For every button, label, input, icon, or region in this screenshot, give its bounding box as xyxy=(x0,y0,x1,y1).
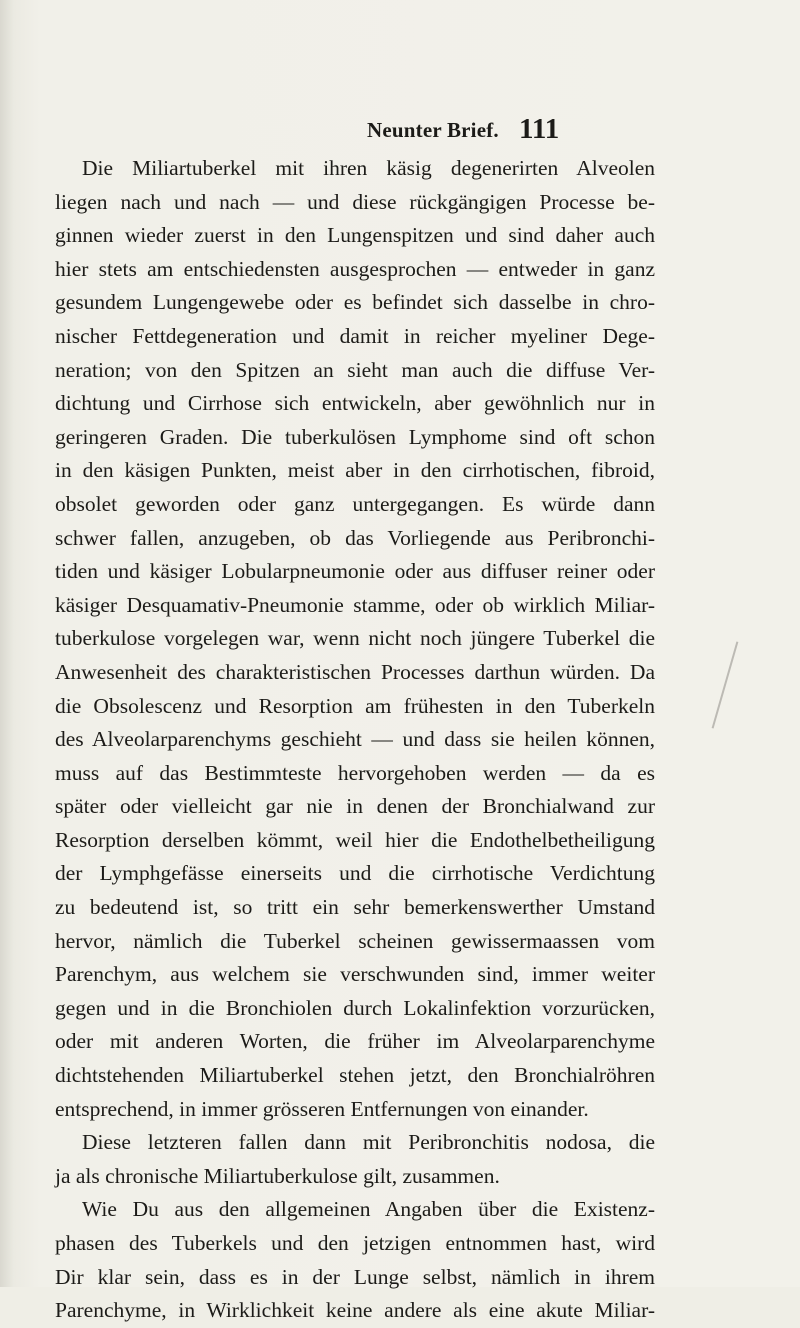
text-line: Parenchyme, in Wirklichkeit keine andere als eine akute Miliar- xyxy=(55,1298,655,1323)
text-line: dichtstehenden Miliartuberkel stehen jetzt, den Bronchialröhren xyxy=(55,1063,655,1088)
text-line: gegen und in die Bronchiolen durch Lokalinfektion vorzurücken, xyxy=(55,995,655,1020)
text-line: tiden und käsiger Lobularpneumonie oder aus diffuser reiner oder xyxy=(55,559,655,584)
running-title: Neunter Brief. xyxy=(367,118,499,142)
text-line: Dir klar sein, dass es in der Lunge selbst, nämlich in ihrem xyxy=(55,1264,655,1289)
text-line: dichtung und Cirrhose sich entwickeln, aber gewöhnlich nur in xyxy=(55,391,655,416)
text-line: zu bedeutend ist, so tritt ein sehr bemerkenswerther Umstand xyxy=(55,895,655,920)
text-line: hervor, nämlich die Tuberkel scheinen gewissermaassen vom xyxy=(55,928,655,953)
text-line: käsiger Desquamativ-Pneumonie stamme, oder ob wirklich Miliar- xyxy=(55,592,655,617)
text-line: geringeren Graden. Die tuberkulösen Lymphome sind oft schon xyxy=(55,424,655,449)
text-line: entsprechend, in immer grösseren Entfernungen von einander. xyxy=(55,1096,589,1121)
text-line: obsolet geworden oder ganz untergegangen. Es würde dann xyxy=(55,491,655,516)
text-line: schwer fallen, anzugeben, ob das Vorliegende aus Peribronchi- xyxy=(55,525,655,550)
text-line: ja als chronische Miliartuberkulose gilt, zusammen. xyxy=(55,1163,500,1188)
text-line: muss auf das Bestimmteste hervorgehoben werden — da es xyxy=(55,760,655,785)
text-line: Wie Du aus den allgemeinen Angaben über die Existenz- xyxy=(82,1197,655,1222)
text-line: hier stets am entschiedensten ausgesprochen — entweder in ganz xyxy=(55,256,655,281)
text-line: Die Miliartuberkel mit ihren käsig degenerirten Alveolen xyxy=(82,156,655,180)
text-line: phasen des Tuberkels und den jetzigen entnommen hast, wird xyxy=(55,1231,655,1255)
text-line: neration; von den Spitzen an sieht man auch die diffuse Ver- xyxy=(55,357,655,382)
text-line: Resorption derselben kömmt, weil hier die Endothelbetheiligung xyxy=(55,827,655,852)
text-line: in den käsigen Punkten, meist aber in den cirrhotischen, fibroid, xyxy=(55,458,655,483)
text-line: Diese letzteren fallen dann mit Peribronchitis nodosa, die xyxy=(82,1130,655,1155)
text-line: nischer Fettdegeneration und damit in reicher myeliner Dege- xyxy=(55,323,655,348)
text-line: des Alveolarparenchyms geschieht — und dass sie heilen können, xyxy=(55,727,655,752)
text-line: Parenchym, aus welchem sie verschwunden sind, immer weiter xyxy=(55,962,655,987)
text-line: später oder vielleicht gar nie in denen der Bronchialwand zur xyxy=(55,794,655,819)
text-line: der Lymphgefässe einerseits und die cirrhotische Verdichtung xyxy=(55,861,655,886)
text-line: Anwesenheit des charakteristischen Processes darthun würden. Da xyxy=(55,659,655,684)
text-line: liegen nach und nach — und diese rückgängigen Processe be- xyxy=(55,189,655,214)
text-line: gesundem Lungengewebe oder es befindet sich dasselbe in chro- xyxy=(55,290,655,315)
margin-pencil-mark xyxy=(712,641,739,728)
page-number: 111 xyxy=(519,113,560,145)
text-line: ginnen wieder zuerst in den Lungenspitzen und sind daher auch xyxy=(55,223,655,248)
running-head xyxy=(0,113,800,145)
text-line: oder mit anderen Worten, die früher im Alveolarparenchyme xyxy=(55,1029,655,1054)
text-line: tuberkulose vorgelegen war, wenn nicht noch jüngere Tuberkel die xyxy=(55,626,655,651)
body-text xyxy=(55,152,655,1328)
text-line: die Obsolescenz und Resorption am frühesten in den Tuberkeln xyxy=(55,693,655,718)
